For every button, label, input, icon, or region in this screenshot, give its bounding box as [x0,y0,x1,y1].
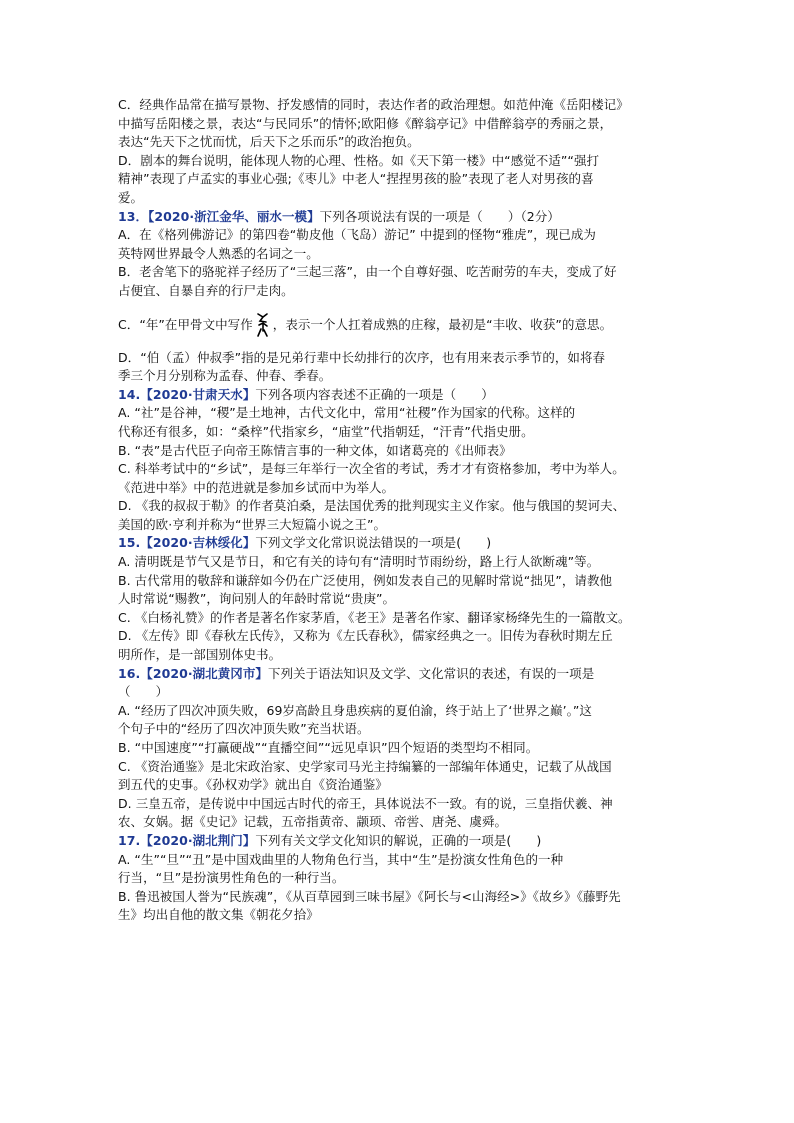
option-a-cont: 行当，“旦”是扮演男性角色的一种行当。 [118,870,345,886]
question-header [118,665,692,684]
option-c: C. 科举考试中的“乡试”，是每三年举行一次全省的考试，秀才才有资格参加，考中为举人。 [118,461,625,477]
option-a: A. “生”“旦”“丑”是中国戏曲里的人物角色行当，其中“生”是扮演女性角色的一种 [118,851,564,867]
option-a: A. 清明既是节气又是节日，和它有关的诗句有“清明时节雨纷纷，路上行人欲断魂”等。 [118,554,600,570]
option-a: A．在《格列佛游记》的第四卷“勒皮他（飞岛）游记” 中提到的怪物“雅虎”，现已成为 [118,227,596,243]
option-b-cont: 生》均出自他的散文集《朝花夕拾》 [118,907,319,923]
question-stem: 下列关于语法知识及文学、文化常识的表述，有误的一项是 [267,665,595,681]
question-stem: 下列各项说法有误的一项是（ ）（2分） [319,208,560,224]
question-header [118,208,692,227]
option-d: D．“伯（孟）仲叔季”指的是兄弟行辈中长幼排行的次序，也有用来表示季节的，如将春 [118,349,606,365]
question-number: 13． [118,208,149,224]
text-line: 中描写岳阳楼之景，表达“与民同乐”的情怀;欧阳修《醉翁亭记》中借醉翁亭的秀丽之景， [118,115,613,131]
option-b: B. 古代常用的敬辞和谦辞如今仍在广泛使用，例如发表自己的见解时常说“拙见”，请教他 [118,572,613,588]
option-a-cont: 英特网世界最令人熟悉的名词之一。 [118,245,319,261]
question-header [118,534,692,553]
option-c: C. 《资治通鉴》是北宋政治家、史学家司马光主持编纂的一部编年体通史，记载了从战国 [118,758,612,774]
oracle-bone-nian-glyph-icon [255,312,271,338]
option-a: A. “经历了四次冲顶失败，69岁高龄且身患疾病的夏伯渝，终于站上了‘世界之巅’。”这 [118,702,592,718]
option-b: B. “表”是古代臣子向帝王陈情言事的一种文体，如诸葛亮的《出师表》 [118,442,512,458]
option-d: D. 《我的叔叔于勒》的作者莫泊桑，是法国优秀的批判现实主义作家。他与俄国的契诃夫、 [118,498,626,514]
text-line: C．经典作品常在描写景物、抒发感情的同时，表达作者的政治理想。如范仲淹《岳阳楼记》 [118,97,629,112]
question-number: 14. [118,386,141,402]
question-15 [118,534,692,664]
question-source: 【2020·甘肃天水】 [140,386,256,402]
option-b: B. 鲁迅被国人誉为“民族魂”，《从百草园到三味书屋》《阿长与<山海经>》《故乡》《藤野先 [118,888,621,904]
question-16 [118,665,692,832]
option-a-cont: 个句子中的“经历了四次冲顶失败”充当状语。 [118,721,370,737]
question-stem: 下列文学文化常识说法错误的一项是( ) [255,535,492,551]
question-stem: 下列各项内容表述不正确的一项是（ ） [255,386,494,402]
option-d-cont: 季三个月分别称为孟春、仲春、季春。 [118,368,332,384]
question-number: 15. [118,535,141,551]
question-stem-cont: （ ） [118,684,169,700]
option-c-cont: 到五代的史事。《孙权劝学》就出自《资治通鉴》 [118,777,388,793]
question-source: 【2020·浙江金华、丽水一模】 [148,208,320,224]
option-d: D. 三皇五帝，是传说中中国远古时代的帝王，具体说法不一致。有的说，三皇指伏羲、神 [118,795,613,811]
option-d-cont: 明所作，是一部国别体史书。 [118,647,282,663]
question-number: 17. [118,832,141,848]
question-stem: 下列有关文学文化知识的解说，正确的一项是( ) [255,832,542,848]
option-d-cont: 美国的欧·亨利并称为“世界三大短篇小说之王”。 [118,516,387,532]
option-c-text-pre: C．“年”在甲骨文中写作 [118,316,253,332]
question-17 [118,832,692,925]
question-source: 【2020·吉林绥化】 [140,535,256,551]
option-b-cont: 占便宜、自暴自弃的行尸走肉。 [118,282,294,298]
option-b: B．老舍笔下的骆驼祥子经历了“三起三落”，由一个自尊好强、吃苦耐劳的车夫，变成了好 [118,264,617,280]
option-b: B. “中国速度”“打赢硬战”“直播空间”“远见卓识”四个短语的类型均不相同。 [118,740,539,755]
document-page [118,96,692,925]
text-line: D．剧本的舞台说明，能体现人物的心理、性格。如《天下第一楼》中“感觉不适”“强打 [118,152,600,168]
text-line: 精神”表现了卢孟实的事业心强;《枣儿》中老人“捏捏男孩的脸”表现了老人对男孩的喜 [118,171,594,187]
question-header [118,386,692,405]
option-a-cont: 代称还有很多，如：“桑梓”代指家乡，“庙堂”代指朝廷，“汗青”代指史册。 [118,423,534,439]
q12-option-c [118,96,692,152]
q12-option-d [118,152,692,208]
question-header [118,832,692,851]
question-source: 【2020·湖北黄冈市】 [140,665,268,681]
question-13 [118,208,692,386]
option-b-cont: 人时常说“赐教”，询问别人的年龄时常说“贵庚”。 [118,591,396,607]
option-c: C. 《白杨礼赞》的作者是著名作家茅盾，《老王》是著名作家、翻译家杨绛先生的一篇散文。 [118,609,631,625]
option-d-cont: 农、女娲。据《史记》记载，五帝指黄帝、颛顼、帝喾、唐尧、虞舜。 [118,814,508,830]
option-c-text-post: ，表示一个人扛着成熟的庄稼，最初是“丰收、收获”的意思。 [272,316,613,332]
option-c [118,310,692,340]
question-14 [118,386,692,535]
text-line: 爱。 [118,189,144,205]
question-source: 【2020·湖北荆门】 [140,832,256,848]
question-number: 16. [118,665,141,681]
text-line: 表达“先天下之忧而忧，后天下之乐而乐”的政治抱负。 [118,134,420,150]
option-c-cont: 《范进中举》中的范进就是参加乡试而中为举人。 [118,479,395,495]
option-d: D. 《左传》即《春秋左氏传》，又称为《左氏春秋》，儒家经典之一。旧传为春秋时期左丘 [118,628,613,644]
option-a: A. “社”是谷神，“稷”是土地神，古代文化中，常用“社稷”作为国家的代称。这样的 [118,405,576,421]
